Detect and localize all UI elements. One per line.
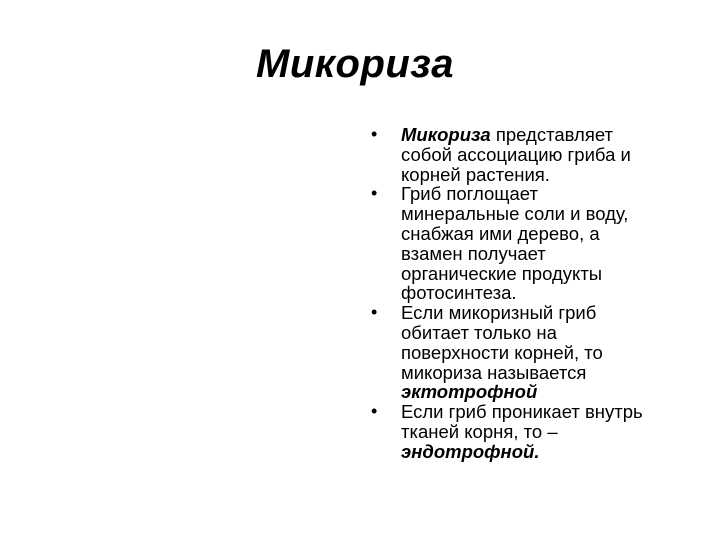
bullet-marker: •	[371, 302, 378, 323]
bullet-line: Если гриб проникает внутрь	[401, 401, 643, 423]
bullet-line: Гриб поглощает	[401, 183, 538, 205]
bullet-text: представляет	[490, 124, 614, 145]
bullet-line: микориза называется	[401, 361, 587, 383]
bullet-line: снабжая ими дерево, а	[401, 222, 600, 244]
bullet-marker: •	[371, 124, 378, 144]
bullet-line: обитает только на	[401, 321, 557, 343]
bullet-line: поверхности корней, то	[401, 341, 603, 363]
term-mycorrhiza: Микориза	[401, 124, 491, 145]
bullet-line: взамен получает	[401, 242, 546, 264]
bullet-line: тканей корня, то –	[401, 420, 558, 442]
bullet-line	[401, 442, 671, 462]
bullet-line: собой ассоциацию гриба и	[401, 143, 631, 165]
bullet-item-endotrophic	[371, 402, 671, 461]
bullet-line: минеральные соли и воду,	[401, 203, 629, 225]
bullet-line: Если микоризный гриб	[401, 302, 597, 324]
slide-title: Микориза	[256, 42, 454, 86]
bullet-item-definition	[371, 125, 671, 184]
bullet-line: фотосинтеза.	[401, 282, 517, 304]
bullet-list	[371, 125, 671, 462]
bullet-line: корней растения.	[401, 163, 550, 185]
bullet-item-ectotrophic	[371, 303, 671, 402]
term-period: .	[534, 440, 540, 462]
bullet-marker: •	[371, 183, 378, 204]
term-ectotrophic: эктотрофной	[401, 381, 538, 403]
bullet-line: органические продукты	[401, 262, 603, 284]
bullet-line	[401, 125, 671, 145]
bullet-marker: •	[371, 401, 378, 422]
bullet-item-exchange	[371, 184, 671, 303]
term-endotrophic: эндотрофной	[401, 440, 535, 462]
